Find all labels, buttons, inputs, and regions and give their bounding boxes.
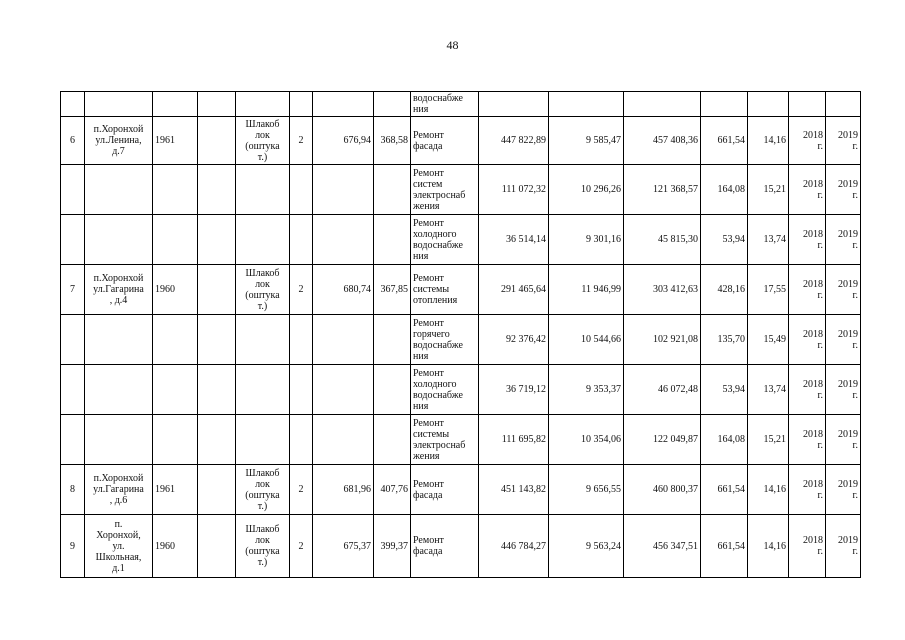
- start-year-cell: [789, 92, 826, 117]
- year-value: 2018: [803, 478, 823, 490]
- wall-material-cell: Шлакоб лок (оштука т.): [236, 515, 290, 578]
- year-built-cell: 1961: [153, 117, 198, 165]
- living-area-cell: [374, 365, 411, 415]
- floors-cell: [290, 215, 313, 265]
- total-area-cell: 676,94: [313, 117, 374, 165]
- end-year-cell: [826, 117, 861, 165]
- living-area-cell: [374, 315, 411, 365]
- rate-cell: 17,55: [748, 265, 789, 315]
- start-year-cell: [789, 365, 826, 415]
- cost-cell: 451 143,82: [479, 465, 549, 515]
- floors-cell: [290, 365, 313, 415]
- address-cell: п. Хоронхой, ул. Школьная, д.1: [85, 515, 153, 578]
- blank-cell: [198, 515, 236, 578]
- start-year-cell: [789, 165, 826, 215]
- total-cost-cell: 45 815,30: [624, 215, 701, 265]
- row-number: [61, 165, 85, 215]
- address-cell: [85, 315, 153, 365]
- table-body: [61, 92, 861, 578]
- rate-cell: [748, 92, 789, 117]
- total-area-cell: [313, 365, 374, 415]
- year-value: 2018: [803, 378, 823, 390]
- living-area-cell: [374, 215, 411, 265]
- total-area-cell: [313, 415, 374, 465]
- design-cost-cell: 9 563,24: [549, 515, 624, 578]
- total-cost-cell: 102 921,08: [624, 315, 701, 365]
- table-row: [61, 92, 861, 117]
- work-type-cell: Ремонт фасада: [411, 515, 479, 578]
- unit-cost-cell: 53,94: [701, 365, 748, 415]
- year-suffix: г.: [817, 289, 823, 301]
- living-area-cell: [374, 92, 411, 117]
- rate-cell: 14,16: [748, 465, 789, 515]
- rate-cell: 14,16: [748, 515, 789, 578]
- row-number: [61, 92, 85, 117]
- start-year-cell: [789, 117, 826, 165]
- cost-cell: 36 514,14: [479, 215, 549, 265]
- year-value: 2019: [838, 378, 858, 390]
- design-cost-cell: 10 354,06: [549, 415, 624, 465]
- total-cost-cell: 456 347,51: [624, 515, 701, 578]
- design-cost-cell: 9 301,16: [549, 215, 624, 265]
- year-built-cell: [153, 92, 198, 117]
- address-cell: п.Хоронхой ул.Гагарина , д.6: [85, 465, 153, 515]
- year-suffix: г.: [852, 239, 858, 251]
- rate-cell: 15,21: [748, 165, 789, 215]
- end-year-cell: [826, 215, 861, 265]
- floors-cell: [290, 315, 313, 365]
- blank-cell: [198, 365, 236, 415]
- work-type-cell: Ремонт системы отопления: [411, 265, 479, 315]
- cost-cell: 291 465,64: [479, 265, 549, 315]
- table-row: [61, 465, 861, 515]
- work-type-cell: Ремонт холодного водоснабже ния: [411, 365, 479, 415]
- total-cost-cell: [624, 92, 701, 117]
- work-type-cell: Ремонт фасада: [411, 117, 479, 165]
- wall-material-cell: Шлакоб лок (оштука т.): [236, 265, 290, 315]
- total-cost-cell: 121 368,57: [624, 165, 701, 215]
- rate-cell: 13,74: [748, 365, 789, 415]
- row-number: 8: [61, 465, 85, 515]
- year-value: 2019: [838, 178, 858, 190]
- total-cost-cell: 457 408,36: [624, 117, 701, 165]
- total-cost-cell: 46 072,48: [624, 365, 701, 415]
- address-cell: [85, 365, 153, 415]
- unit-cost-cell: [701, 92, 748, 117]
- year-value: 2019: [838, 228, 858, 240]
- work-type-cell: Ремонт фасада: [411, 465, 479, 515]
- start-year-cell: [789, 215, 826, 265]
- year-value: 2019: [838, 278, 858, 290]
- row-number: [61, 315, 85, 365]
- living-area-cell: [374, 165, 411, 215]
- year-suffix: г.: [817, 389, 823, 401]
- rate-cell: 14,16: [748, 117, 789, 165]
- page-number: 48: [446, 38, 459, 52]
- year-built-cell: 1961: [153, 465, 198, 515]
- unit-cost-cell: 164,08: [701, 415, 748, 465]
- table-row: [61, 315, 861, 365]
- address-cell: п.Хоронхой ул.Ленина, д.7: [85, 117, 153, 165]
- blank-cell: [198, 415, 236, 465]
- cost-cell: 111 695,82: [479, 415, 549, 465]
- address-cell: п.Хоронхой ул.Гагарина , д.4: [85, 265, 153, 315]
- row-number: [61, 415, 85, 465]
- row-number: [61, 215, 85, 265]
- work-type-cell: Ремонт горячего водоснабже ния: [411, 315, 479, 365]
- year-built-cell: [153, 215, 198, 265]
- year-built-cell: 1960: [153, 515, 198, 578]
- year-suffix: г.: [817, 489, 823, 501]
- address-cell: [85, 92, 153, 117]
- total-area-cell: 675,37: [313, 515, 374, 578]
- year-value: 2018: [803, 278, 823, 290]
- unit-cost-cell: 661,54: [701, 465, 748, 515]
- table-row: [61, 165, 861, 215]
- wall-material-cell: [236, 315, 290, 365]
- start-year-cell: [789, 265, 826, 315]
- work-type-cell: Ремонт систем электроснаб жения: [411, 165, 479, 215]
- unit-cost-cell: 164,08: [701, 165, 748, 215]
- start-year-cell: [789, 415, 826, 465]
- table-row: [61, 415, 861, 465]
- rate-cell: 15,49: [748, 315, 789, 365]
- year-suffix: г.: [852, 339, 858, 351]
- address-cell: [85, 415, 153, 465]
- year-value: 2019: [838, 535, 858, 546]
- address-cell: [85, 165, 153, 215]
- end-year-cell: [826, 465, 861, 515]
- end-year-cell: [826, 265, 861, 315]
- design-cost-cell: 10 296,26: [549, 165, 624, 215]
- floors-cell: 2: [290, 465, 313, 515]
- end-year-cell: [826, 365, 861, 415]
- cost-cell: 447 822,89: [479, 117, 549, 165]
- table-row: [61, 365, 861, 415]
- work-type-cell: Ремонт системы электроснаб жения: [411, 415, 479, 465]
- work-type-cell: водоснабже ния: [411, 92, 479, 117]
- total-area-cell: 680,74: [313, 265, 374, 315]
- total-cost-cell: 303 412,63: [624, 265, 701, 315]
- year-suffix: г.: [852, 189, 858, 201]
- year-suffix: г.: [852, 439, 858, 451]
- year-suffix: г.: [817, 140, 823, 152]
- cost-cell: 446 784,27: [479, 515, 549, 578]
- wall-material-cell: Шлакоб лок (оштука т.): [236, 465, 290, 515]
- year-built-cell: [153, 365, 198, 415]
- year-suffix: г.: [852, 140, 858, 152]
- cost-cell: 36 719,12: [479, 365, 549, 415]
- floors-cell: [290, 415, 313, 465]
- table-row: [61, 265, 861, 315]
- wall-material-cell: [236, 365, 290, 415]
- row-number: 7: [61, 265, 85, 315]
- living-area-cell: 368,58: [374, 117, 411, 165]
- design-cost-cell: 11 946,99: [549, 265, 624, 315]
- year-value: 2018: [803, 328, 823, 340]
- rate-cell: 13,74: [748, 215, 789, 265]
- row-number: 9: [61, 515, 85, 578]
- table-row: [61, 117, 861, 165]
- end-year-cell: [826, 165, 861, 215]
- end-year-cell: [826, 92, 861, 117]
- start-year-cell: [789, 465, 826, 515]
- total-cost-cell: 122 049,87: [624, 415, 701, 465]
- work-type-cell: Ремонт холодного водоснабже ния: [411, 215, 479, 265]
- design-cost-cell: 9 585,47: [549, 117, 624, 165]
- address-cell: [85, 215, 153, 265]
- year-suffix: г.: [817, 239, 823, 251]
- end-year-cell: [826, 515, 861, 578]
- year-value: 2018: [803, 129, 823, 141]
- unit-cost-cell: 428,16: [701, 265, 748, 315]
- blank-cell: [198, 215, 236, 265]
- living-area-cell: 367,85: [374, 265, 411, 315]
- floors-cell: [290, 92, 313, 117]
- year-built-cell: [153, 315, 198, 365]
- year-built-cell: [153, 415, 198, 465]
- blank-cell: [198, 92, 236, 117]
- table-row: [61, 515, 861, 578]
- year-value: 2019: [838, 129, 858, 141]
- floors-cell: 2: [290, 515, 313, 578]
- total-area-cell: 681,96: [313, 465, 374, 515]
- total-area-cell: [313, 315, 374, 365]
- design-cost-cell: 9 353,37: [549, 365, 624, 415]
- living-area-cell: 407,76: [374, 465, 411, 515]
- wall-material-cell: [236, 415, 290, 465]
- floors-cell: 2: [290, 265, 313, 315]
- year-suffix: г.: [852, 289, 858, 301]
- rate-cell: 15,21: [748, 415, 789, 465]
- year-suffix: г.: [817, 189, 823, 201]
- year-value: 2018: [803, 535, 823, 546]
- year-suffix: г.: [817, 439, 823, 451]
- unit-cost-cell: 53,94: [701, 215, 748, 265]
- wall-material-cell: Шлакоб лок (оштука т.): [236, 117, 290, 165]
- year-value: 2018: [803, 428, 823, 440]
- row-number: 6: [61, 117, 85, 165]
- blank-cell: [198, 465, 236, 515]
- start-year-cell: [789, 515, 826, 578]
- year-built-cell: [153, 165, 198, 215]
- wall-material-cell: [236, 165, 290, 215]
- unit-cost-cell: 661,54: [701, 117, 748, 165]
- design-cost-cell: [549, 92, 624, 117]
- year-value: 2019: [838, 428, 858, 440]
- year-suffix: г.: [817, 546, 823, 557]
- blank-cell: [198, 165, 236, 215]
- design-cost-cell: 9 656,55: [549, 465, 624, 515]
- total-area-cell: [313, 215, 374, 265]
- year-value: 2018: [803, 228, 823, 240]
- design-cost-cell: 10 544,66: [549, 315, 624, 365]
- table-row: [61, 215, 861, 265]
- total-area-cell: [313, 92, 374, 117]
- end-year-cell: [826, 415, 861, 465]
- year-value: 2019: [838, 328, 858, 340]
- blank-cell: [198, 117, 236, 165]
- year-built-cell: 1960: [153, 265, 198, 315]
- repair-schedule-table: [60, 91, 861, 578]
- cost-cell: [479, 92, 549, 117]
- unit-cost-cell: 135,70: [701, 315, 748, 365]
- floors-cell: [290, 165, 313, 215]
- row-number: [61, 365, 85, 415]
- year-suffix: г.: [852, 489, 858, 501]
- living-area-cell: [374, 415, 411, 465]
- year-suffix: г.: [817, 339, 823, 351]
- year-value: 2019: [838, 478, 858, 490]
- cost-cell: 111 072,32: [479, 165, 549, 215]
- total-cost-cell: 460 800,37: [624, 465, 701, 515]
- wall-material-cell: [236, 215, 290, 265]
- floors-cell: 2: [290, 117, 313, 165]
- living-area-cell: 399,37: [374, 515, 411, 578]
- wall-material-cell: [236, 92, 290, 117]
- end-year-cell: [826, 315, 861, 365]
- unit-cost-cell: 661,54: [701, 515, 748, 578]
- total-area-cell: [313, 165, 374, 215]
- year-suffix: г.: [852, 389, 858, 401]
- blank-cell: [198, 315, 236, 365]
- cost-cell: 92 376,42: [479, 315, 549, 365]
- year-value: 2018: [803, 178, 823, 190]
- year-suffix: г.: [852, 546, 858, 557]
- start-year-cell: [789, 315, 826, 365]
- blank-cell: [198, 265, 236, 315]
